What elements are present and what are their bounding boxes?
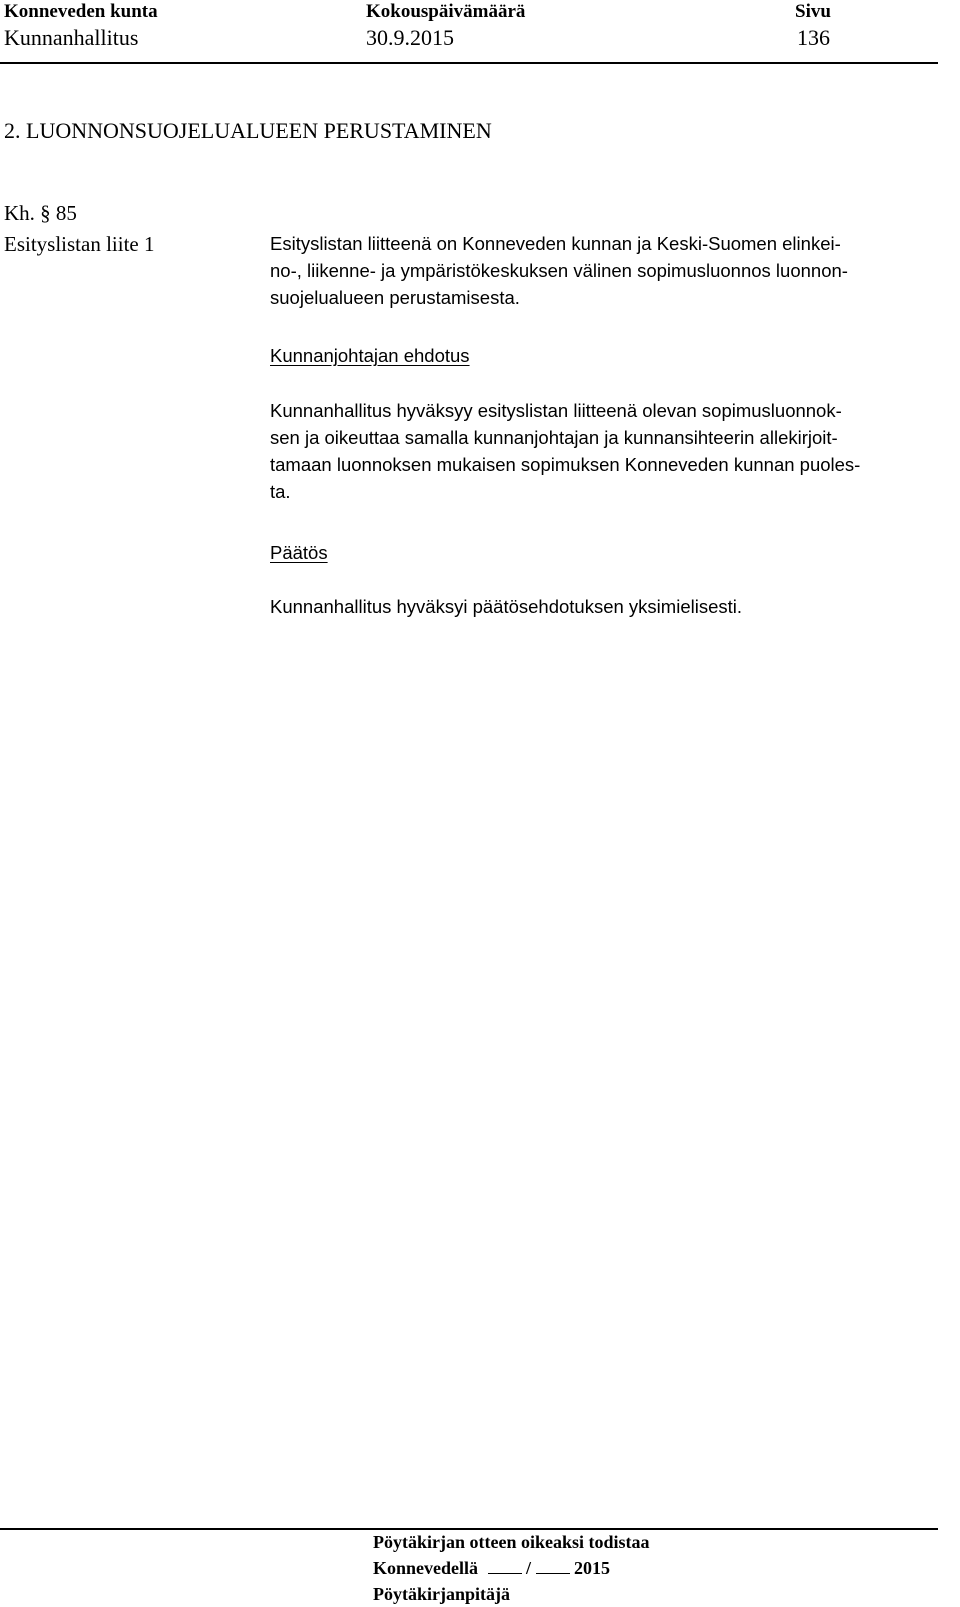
month-blank: [536, 1555, 570, 1574]
header-page-label: Sivu: [795, 1, 831, 22]
intro-line: no-, liikenne- ja ympäristökeskuksen välinen sopimusluonnos luonnon-: [270, 260, 848, 281]
proposal-line: Kunnanhallitus hyväksyy esityslistan liitteenä olevan sopimusluonnok-: [270, 400, 842, 421]
header-page-number: 136: [797, 25, 830, 50]
proposal-line: ta.: [270, 481, 291, 502]
header-date: 30.9.2015: [366, 25, 454, 50]
header-rule: [0, 62, 938, 64]
proposal-line: sen ja oikeuttaa samalla kunnanjohtajan ja kunnansihteerin allekirjoit-: [270, 427, 838, 448]
header-date-label: Kokouspäivämäärä: [366, 1, 526, 22]
decision-text: Kunnanhallitus hyväksyi päätösehdotuksen yksimielisesti.: [270, 596, 743, 617]
footer-certification: Pöytäkirjan otteen oikeaksi todistaa: [373, 1532, 650, 1552]
header-body: Kunnanhallitus: [4, 25, 139, 50]
header-organization: Konneveden kunta: [4, 1, 158, 22]
proposal-paragraph: [270, 397, 956, 505]
footer-place: Konnevedellä: [373, 1558, 479, 1578]
attachment-label: Esityslistan liite 1: [4, 232, 155, 256]
footer-place-date: [373, 1555, 610, 1581]
proposal-heading: Kunnanjohtajan ehdotus: [270, 345, 470, 366]
footer-slash: /: [526, 1558, 532, 1578]
item-title: 2. LUONNONSUOJELUALUEEN PERUSTAMINEN: [4, 118, 492, 143]
day-blank: [488, 1555, 522, 1574]
intro-line: suojelualueen perustamisesta.: [270, 287, 520, 308]
proposal-line: tamaan luonnoksen mukaisen sopimuksen Konneveden kunnan puoles-: [270, 454, 861, 475]
intro-line: Esityslistan liitteenä on Konneveden kunnan ja Keski-Suomen elinkei-: [270, 233, 841, 254]
footer-year: 2015: [574, 1558, 611, 1578]
intro-paragraph: [270, 230, 956, 311]
decision-heading: Päätös: [270, 542, 328, 563]
footer-secretary: Pöytäkirjanpitäjä: [373, 1584, 510, 1604]
section-number: Kh. § 85: [4, 201, 77, 225]
